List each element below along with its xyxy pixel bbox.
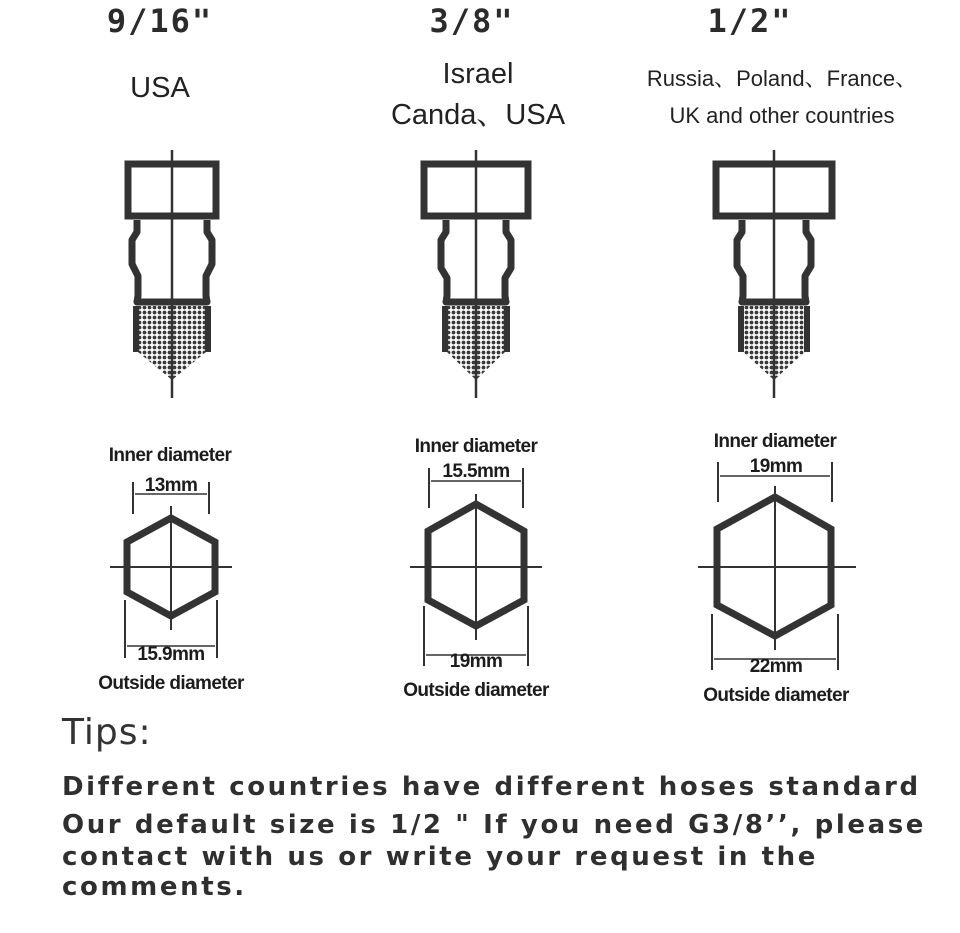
- outer-diameter-label: Outside diameter: [98, 673, 244, 694]
- inner-diameter-value: 19mm: [749, 456, 803, 477]
- region-line: UK and other countries: [669, 103, 895, 128]
- size-heading: 9/16": [106, 2, 214, 40]
- region-line: Canda、USA: [390, 99, 566, 131]
- fitting-figure: [12, 0, 332, 710]
- outer-diameter-label: Outside diameter: [703, 685, 849, 706]
- standard-column-3-8: [314, 0, 634, 710]
- hose-fitting-icon: [716, 150, 832, 398]
- size-heading: 1/2": [707, 2, 793, 40]
- tips-line: contact with us or write your request in the: [62, 842, 819, 872]
- outer-diameter-label: Outside diameter: [403, 680, 549, 701]
- tips-line: Our default size is 1/2 " If you need G3/8’’, please: [62, 810, 927, 840]
- tips-line: comments.: [62, 872, 247, 902]
- region-line: Russia、Poland、France、: [646, 66, 918, 91]
- outer-diameter-value: 22mm: [749, 656, 803, 677]
- hose-fitting-icon: [424, 150, 528, 398]
- hexagon-nut-icon: [698, 431, 856, 706]
- hose-fitting-icon: [128, 150, 216, 398]
- size-heading: 3/8": [429, 2, 515, 40]
- hexagon-nut-icon: [98, 445, 245, 694]
- fitting-figure: [314, 0, 634, 710]
- standard-column-9-16: [12, 0, 332, 710]
- hexagon-nut-icon: [403, 436, 550, 701]
- inner-diameter-label: Inner diameter: [108, 445, 232, 466]
- inner-diameter-label: Inner diameter: [713, 431, 837, 452]
- inner-diameter-value: 15.5mm: [442, 461, 510, 482]
- inner-diameter-value: 13mm: [144, 475, 198, 496]
- region-line: USA: [130, 72, 190, 104]
- tips-line: Different countries have different hoses standard: [62, 772, 921, 802]
- standard-column-1-2: [626, 0, 946, 710]
- fitting-figure: [626, 0, 946, 710]
- inner-diameter-label: Inner diameter: [414, 436, 538, 457]
- region-line: Israel: [442, 58, 514, 90]
- outer-diameter-value: 15.9mm: [137, 644, 205, 665]
- outer-diameter-value: 19mm: [449, 651, 503, 672]
- tips-title: Tips:: [62, 712, 152, 753]
